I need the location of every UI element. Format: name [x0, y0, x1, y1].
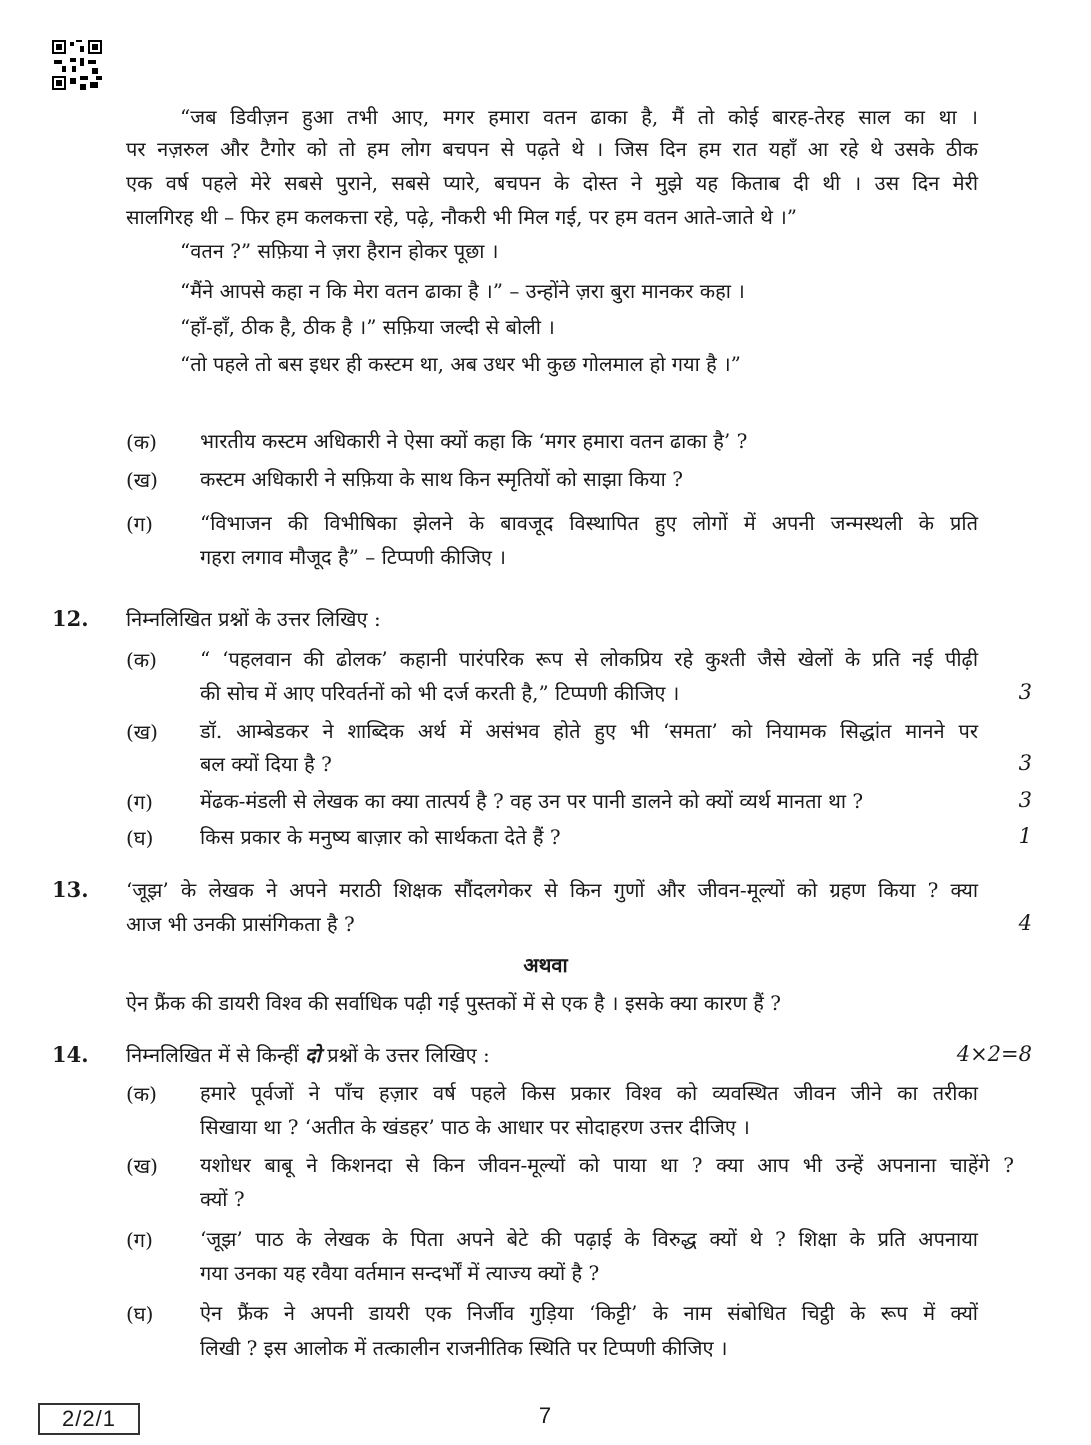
- passage-line: सालगिरह थी – फिर हम कलकत्ता रहे, पढ़े, नौकरी भी मिल गई, पर हम वतन आते-जाते थे ।”: [126, 205, 798, 229]
- subq-text: भारतीय कस्टम अधिकारी ने ऐसा क्यों कहा कि ‘मगर हमारा वतन ढाका है’ ?: [200, 429, 748, 453]
- question-number: 13.: [52, 877, 89, 902]
- subq-label: (घ): [126, 826, 154, 850]
- passage-line: पर नज़रुल और टैगोर को तो हम लोग बचपन से पढ़ते थे । जिस दिन हम रात यहाँ आ रहे थे उसके ठीक: [126, 137, 978, 161]
- subq-label: (ख): [126, 720, 158, 744]
- passage-line: “जब डिवीज़न हुआ तभी आए, मगर हमारा वतन ढाका है, मैं तो कोई बारह-तेरह साल का था ।: [180, 105, 978, 129]
- paper-code: 2/2/1: [38, 1403, 140, 1435]
- subq-label: (ग): [126, 1228, 153, 1252]
- marks: 4×2=8: [956, 1042, 1032, 1066]
- dialogue-line: “तो पहले तो बस इधर ही कस्टम था, अब उधर भी कुछ गोलमाल हो गया है ।”: [180, 352, 741, 376]
- subq-label: (ग): [126, 512, 153, 536]
- subq-text: गहरा लगाव मौजूद है” – टिप्पणी कीजिए ।: [200, 545, 506, 569]
- page-number: 7: [538, 1403, 552, 1428]
- marks: 3: [1018, 788, 1032, 812]
- subq-label: (ख): [126, 1154, 158, 1178]
- subq-text: किस प्रकार के मनुष्य बाज़ार को सार्थकता देते हैं ?: [200, 825, 561, 849]
- subq-text: कस्टम अधिकारी ने सफ़िया के साथ किन स्मृतियों को साझा किया ?: [200, 467, 683, 491]
- subq-label: (क): [126, 648, 157, 672]
- subq-text: हमारे पूर्वजों ने पाँच हज़ार वर्ष पहले किस प्रकार विश्व को व्यवस्थित जीवन जीने का तरीका: [200, 1081, 978, 1105]
- subq-label: (ख): [126, 468, 158, 492]
- subq-text: यशोधर बाबू ने किशनदा से किन जीवन-मूल्यों को पाया था ? क्या आप भी उन्हें अपनाना चाहेंगे ?: [200, 1153, 1014, 1177]
- subq-label: (क): [126, 430, 157, 454]
- or-heading: अथवा: [523, 953, 568, 977]
- subq-text: डॉ. आम्बेडकर ने शाब्दिक अर्थ में असंभव होते हुए भी ‘समता’ को नियामक सिद्धांत मानने पर: [200, 719, 978, 743]
- question-text: ऐन फ्रैंक की डायरी विश्व की सर्वाधिक पढ़ी गई पुस्तकों में से एक है । इसके क्या कारण हैं ?: [126, 991, 781, 1015]
- qr-code-icon: [52, 40, 102, 90]
- question-title: निम्नलिखित में से किन्हीं दो प्रश्नों के उत्तर लिखिए :: [126, 1043, 490, 1067]
- subq-text: मेंढक-मंडली से लेखक का क्या तात्पर्य है ? वह उन पर पानी डालने को क्यों व्यर्थ मानता था ?: [200, 789, 864, 813]
- subq-text: “विभाजन की विभीषिका झेलने के बावजूद विस्थापित हुए लोगों में अपनी जन्मस्थली के प्रति: [200, 511, 978, 535]
- marks: 1: [1018, 824, 1032, 848]
- question-number: 12.: [52, 606, 89, 631]
- subq-text: बल क्यों दिया है ?: [200, 752, 332, 776]
- marks: 3: [1018, 680, 1032, 704]
- marks: 3: [1018, 751, 1032, 775]
- subq-text: की सोच में आए परिवर्तनों को भी दर्ज करती है,” टिप्पणी कीजिए ।: [200, 681, 680, 705]
- subq-text: गया उनका यह रवैया वर्तमान सन्दर्भों में त्याज्य क्यों है ?: [200, 1261, 600, 1285]
- subq-label: (ग): [126, 790, 153, 814]
- subq-label: (क): [126, 1082, 157, 1106]
- question-text: ‘जूझ’ के लेखक ने अपने मराठी शिक्षक सौंदलगेकर से किन गुणों और जीवन-मूल्यों को ग्रहण किया ? क्या: [126, 878, 978, 902]
- question-text: आज भी उनकी प्रासंगिकता है ?: [126, 912, 355, 936]
- question-number: 14.: [52, 1042, 89, 1067]
- subq-text: “ ‘पहलवान की ढोलक’ कहानी पारंपरिक रूप से लोकप्रिय रहे कुश्ती जैसे खेलों के प्रति नई पीढ़ी: [200, 647, 978, 671]
- dialogue-line: “हाँ-हाँ, ठीक है, ठीक है ।” सफ़िया जल्दी से बोली ।: [180, 315, 555, 339]
- subq-label: (घ): [126, 1302, 154, 1326]
- passage-line: एक वर्ष पहले मेरे सबसे पुराने, सबसे प्यारे, बचपन के दोस्त ने मुझे यह किताब दी थी । उस दिन मेरी: [126, 171, 978, 195]
- subq-text: ‘जूझ’ पाठ के लेखक के पिता अपने बेटे की पढ़ाई के विरुद्ध क्यों थे ? शिक्षा के प्रति अपनाया: [200, 1227, 978, 1251]
- subq-text: क्यों ?: [200, 1187, 245, 1211]
- dialogue-line: “मैंने आपसे कहा न कि मेरा वतन ढाका है ।” – उन्होंने ज़रा बुरा मानकर कहा ।: [180, 279, 745, 303]
- subq-text: ऐन फ्रैंक ने अपनी डायरी एक निर्जीव गुड़िया ‘किट्टी’ के नाम संबोधित चिट्ठी के रूप में क्यों: [200, 1301, 978, 1325]
- dialogue-line: “वतन ?” सफ़िया ने ज़रा हैरान होकर पूछा ।: [180, 239, 499, 263]
- marks: 4: [1018, 911, 1032, 935]
- subq-text: लिखी ? इस आलोक में तत्कालीन राजनीतिक स्थिति पर टिप्पणी कीजिए ।: [200, 1336, 728, 1360]
- question-title: निम्नलिखित प्रश्नों के उत्तर लिखिए :: [126, 607, 381, 631]
- subq-text: सिखाया था ? ‘अतीत के खंडहर’ पाठ के आधार पर सोदाहरण उत्तर दीजिए ।: [200, 1115, 750, 1139]
